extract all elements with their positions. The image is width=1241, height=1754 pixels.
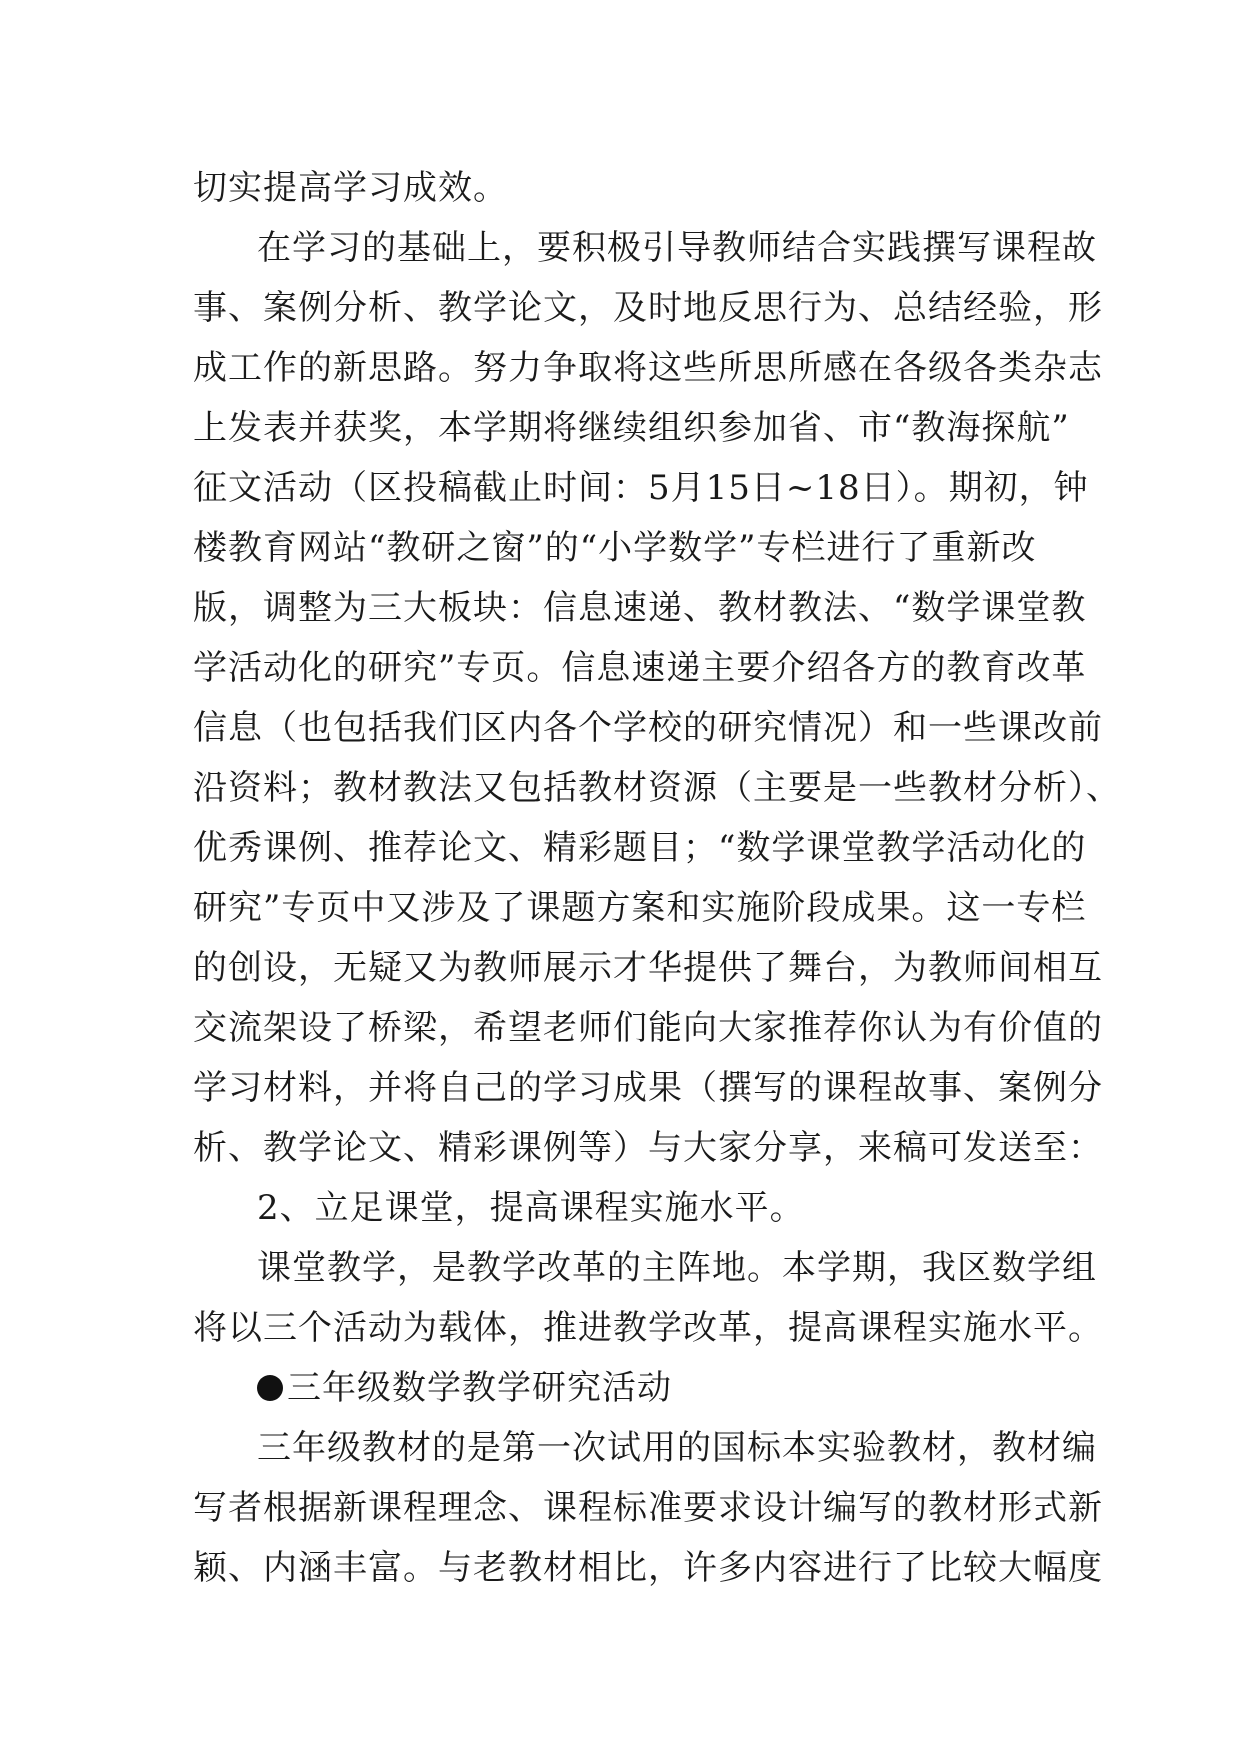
- text-line: 写者根据新课程理念、课程标准要求设计编写的教材形式新: [193, 1488, 1103, 1528]
- text-line: 上发表并获奖，本学期将继续组织参加省、市“教海探航”: [193, 408, 1070, 448]
- text-line: 优秀课例、推荐论文、精彩题目；“数学课堂教学活动化的: [193, 828, 1087, 868]
- text-line: 将以三个活动为载体，推进教学改革，提高课程实施水平。: [193, 1308, 1103, 1348]
- bullet-item-label: 三年级数学教学研究活动: [287, 1368, 672, 1408]
- bullet-item: [193, 1358, 1057, 1418]
- text-line: 楼教育网站“教研之窗”的“小学数学”专栏进行了重新改: [193, 528, 1037, 568]
- document-body: [193, 158, 1121, 1598]
- text-line: 三年级教材的是第一次试用的国标本实验教材，教材编: [257, 1428, 1097, 1468]
- text-line: 交流架设了桥梁，希望老师们能向大家推荐你认为有价值的: [193, 1008, 1103, 1048]
- text-line: 信息（也包括我们区内各个学校的研究情况）和一些课改前: [193, 708, 1103, 748]
- text-line: 课堂教学，是教学改革的主阵地。本学期，我区数学组: [257, 1248, 1097, 1288]
- text-line: 的创设，无疑又为教师展示才华提供了舞台，为教师间相互: [193, 948, 1103, 988]
- text-line: 版，调整为三大板块：信息速递、教材教法、“数学课堂教: [193, 588, 1087, 628]
- text-line: 学习材料，并将自己的学习成果（撰写的课程故事、案例分: [193, 1068, 1103, 1108]
- text-line: 学活动化的研究”专页。信息速递主要介绍各方的教育改革: [193, 648, 1087, 688]
- bullet-dot-icon: [257, 1375, 283, 1401]
- text-line: 事、案例分析、教学论文，及时地反思行为、总结经验，形: [193, 288, 1103, 328]
- text-line: 研究”专页中又涉及了课题方案和实施阶段成果。这一专栏: [193, 888, 1087, 928]
- text-line: 成工作的新思路。努力争取将这些所思所感在各级各类杂志: [193, 348, 1103, 388]
- text-line: 在学习的基础上，要积极引导教师结合实践撰写课程故: [257, 228, 1097, 268]
- text-line: 征文活动（区投稿截止时间：5月15日~18日）。期初，钟: [193, 468, 1089, 508]
- text-line: 切实提高学习成效。: [193, 168, 508, 208]
- text-line: 颖、内涵丰富。与老教材相比，许多内容进行了比较大幅度: [193, 1548, 1103, 1588]
- text-line: 析、教学论文、精彩课例等）与大家分享，来稿可发送至：: [193, 1128, 1103, 1168]
- text-line: 沿资料；教材教法又包括教材资源（主要是一些教材分析）、: [193, 768, 1121, 808]
- section-heading: 2、立足课堂，提高课程实施水平。: [257, 1188, 805, 1228]
